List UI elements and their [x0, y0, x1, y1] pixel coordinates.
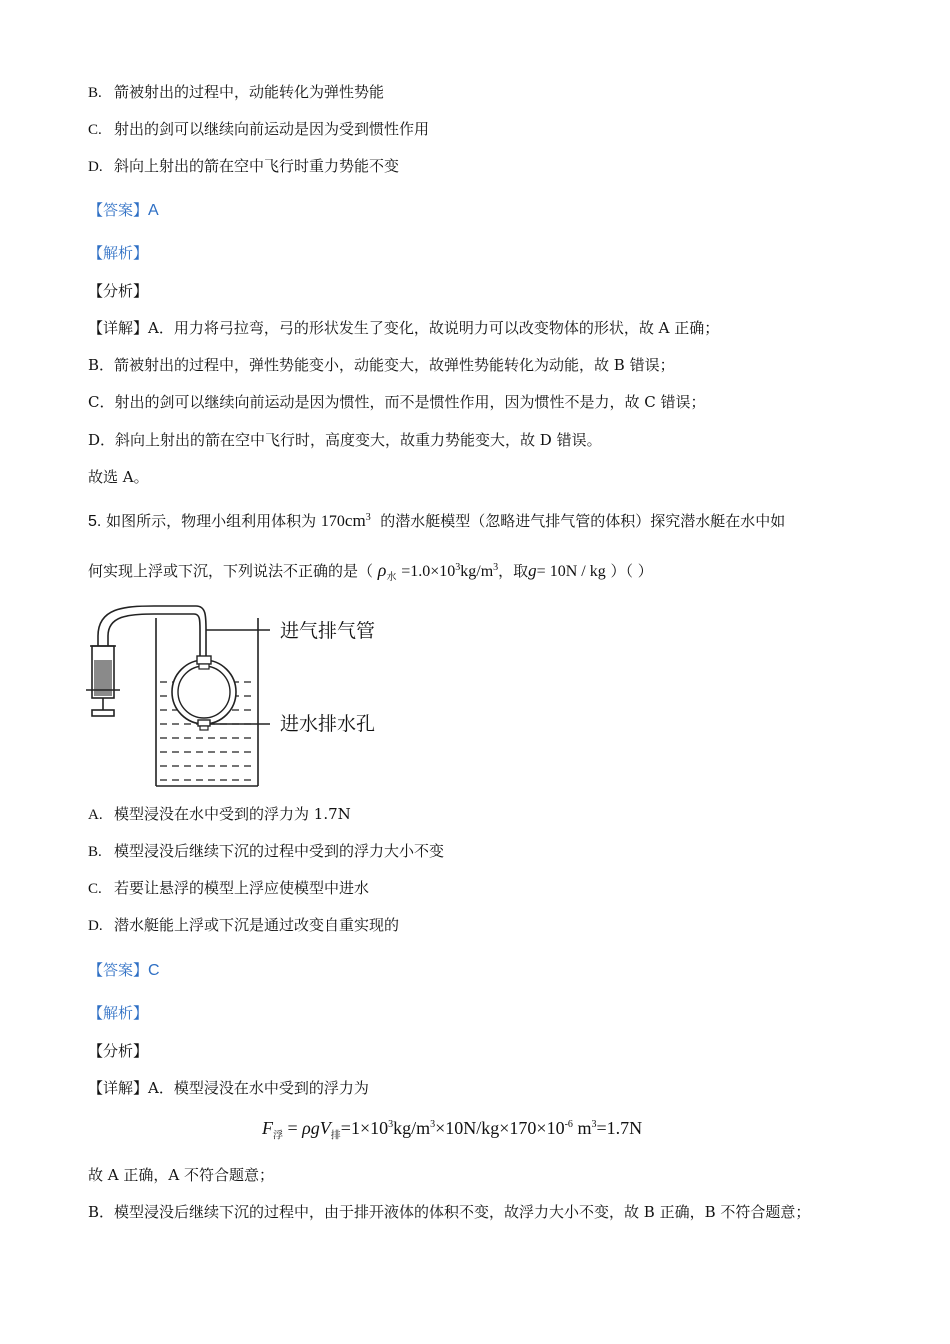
formula-exp: 3	[388, 1119, 394, 1130]
formula-part: ×10N/kg×170×10	[435, 1118, 565, 1138]
label-air-pipe: 进气排气管	[280, 620, 376, 642]
q5-answer	[88, 960, 160, 981]
q4-jiexi-label: 【解析】	[88, 244, 149, 262]
answer-label: 【答案】	[88, 961, 149, 979]
formula-part: =1.7N	[596, 1118, 643, 1138]
answer-value: A	[148, 202, 159, 219]
formula-part: =1×10	[340, 1118, 389, 1138]
detail-label: 【详解】	[88, 319, 149, 337]
g-symbol: g	[528, 561, 537, 580]
volume-value: 170	[320, 513, 345, 530]
option-letter: D.	[88, 159, 103, 175]
air-tube-inner	[108, 614, 200, 660]
formula-V-sub: 排	[330, 1130, 341, 1142]
q4-option-b	[88, 82, 384, 103]
answer-label: 【答案】	[88, 201, 149, 219]
detail-label: 【详解】	[88, 1079, 149, 1097]
option-letter: C.	[88, 122, 102, 138]
formula-exp: 3	[430, 1119, 436, 1130]
submarine-model	[172, 656, 236, 730]
rho-value: =1.0×10	[401, 563, 456, 580]
q5-option-c	[88, 878, 369, 899]
q4-detail-b: B．箭被射出的过程中，弹性势能变小，动能变大，故弹性势能转化为动能，故 B 错误；	[88, 356, 675, 374]
formula-exp: -6	[564, 1119, 573, 1130]
q4-fenxi-label: 【分析】	[88, 282, 149, 300]
option-letter: B.	[88, 844, 102, 860]
formula-F: F	[262, 1118, 273, 1138]
syringe	[86, 636, 120, 716]
formula-F-sub: 浮	[273, 1130, 283, 1142]
volume-exponent: 3	[365, 512, 371, 523]
option-letter: A.	[88, 807, 103, 823]
q5-fenxi-label: 【分析】	[88, 1042, 149, 1060]
q5-detail-b: B．模型浸没后继续下沉的过程中，由于排开液体的体积不变，故浮力大小不变，故 B 正确，B 不符合题意；	[88, 1203, 811, 1221]
detail-text: A．模型浸没在水中受到的浮力为	[148, 1079, 369, 1097]
option-letter: B.	[88, 85, 102, 101]
stem-text: 何实现上浮或下沉，下列说法不正确的是（	[88, 562, 374, 580]
q4-detail-c: C．射出的剑可以继续向前运动是因为惯性，而不是惯性作用，因为惯性不是力，故 C 错误；	[88, 393, 706, 411]
q5-after-formula: 故 A 正确，A 不符合题意；	[88, 1166, 274, 1184]
formula-rhogV: ρgV	[302, 1118, 331, 1138]
q5-stem-line1	[88, 511, 785, 532]
q5-detail-a	[88, 1078, 369, 1098]
q5-option-b	[88, 841, 444, 862]
option-text: 模型浸没在水中受到的浮力为 1.7N	[114, 805, 351, 823]
rho-unit-exponent: 3	[493, 562, 499, 573]
formula-exp: 3	[591, 1119, 597, 1130]
q4-detail-d: D．斜向上射出的箭在空中飞行时，高度变大，故重力势能变大，故 D 错误。	[88, 431, 602, 449]
g-prefix: ，取	[498, 562, 529, 580]
option-text: 若要让悬浮的模型上浮应使模型中进水	[114, 879, 370, 897]
q5-option-d	[88, 915, 399, 936]
answer-value: C	[148, 962, 160, 979]
option-text: 射出的剑可以继续向前运动是因为受到惯性作用	[114, 120, 430, 138]
q4-conclusion: 故选 A。	[88, 468, 149, 486]
stem-text: 如图所示，物理小组利用体积为	[106, 512, 317, 530]
rho-unit: kg/m	[460, 563, 494, 580]
rho-symbol: ρ	[377, 560, 387, 580]
q4-answer	[88, 200, 159, 221]
label-water-hole: 进水排水孔	[280, 713, 376, 735]
rho-exponent: 3	[455, 562, 461, 573]
buoyancy-formula	[262, 1118, 643, 1142]
submarine-experiment-figure	[84, 600, 414, 790]
stem-text: 的潜水艇模型（忽略进气排气管的体积）探究潜水艇在水中如	[380, 512, 786, 530]
question-number: 5.	[88, 513, 102, 530]
rho-subscript: 水	[386, 572, 397, 583]
formula-part: kg/m	[393, 1118, 431, 1138]
q4-detail-a	[88, 318, 719, 338]
volume-unit: cm	[344, 511, 366, 530]
option-letter: D.	[88, 918, 103, 934]
stem-end: ）（ ）	[610, 562, 653, 580]
option-letter: C.	[88, 881, 102, 897]
formula-eq: =	[283, 1118, 303, 1138]
formula-part: m	[572, 1118, 592, 1138]
option-text: 模型浸没后继续下沉的过程中受到的浮力大小不变	[114, 842, 445, 860]
q4-option-d	[88, 156, 399, 177]
detail-text: A．用力将弓拉弯，弓的形状发生了变化，故说明力可以改变物体的形状，故 A 正确；	[148, 319, 720, 337]
q5-stem-line2	[88, 560, 653, 582]
q5-jiexi-label: 【解析】	[88, 1004, 149, 1022]
option-text: 斜向上射出的箭在空中飞行时重力势能不变	[114, 157, 400, 175]
g-value: = 10N / kg	[536, 563, 606, 580]
option-text: 潜水艇能上浮或下沉是通过改变自重实现的	[114, 916, 400, 934]
q5-option-a	[88, 804, 351, 825]
option-text: 箭被射出的过程中，动能转化为弹性势能	[114, 83, 385, 101]
q4-option-c	[88, 119, 429, 140]
